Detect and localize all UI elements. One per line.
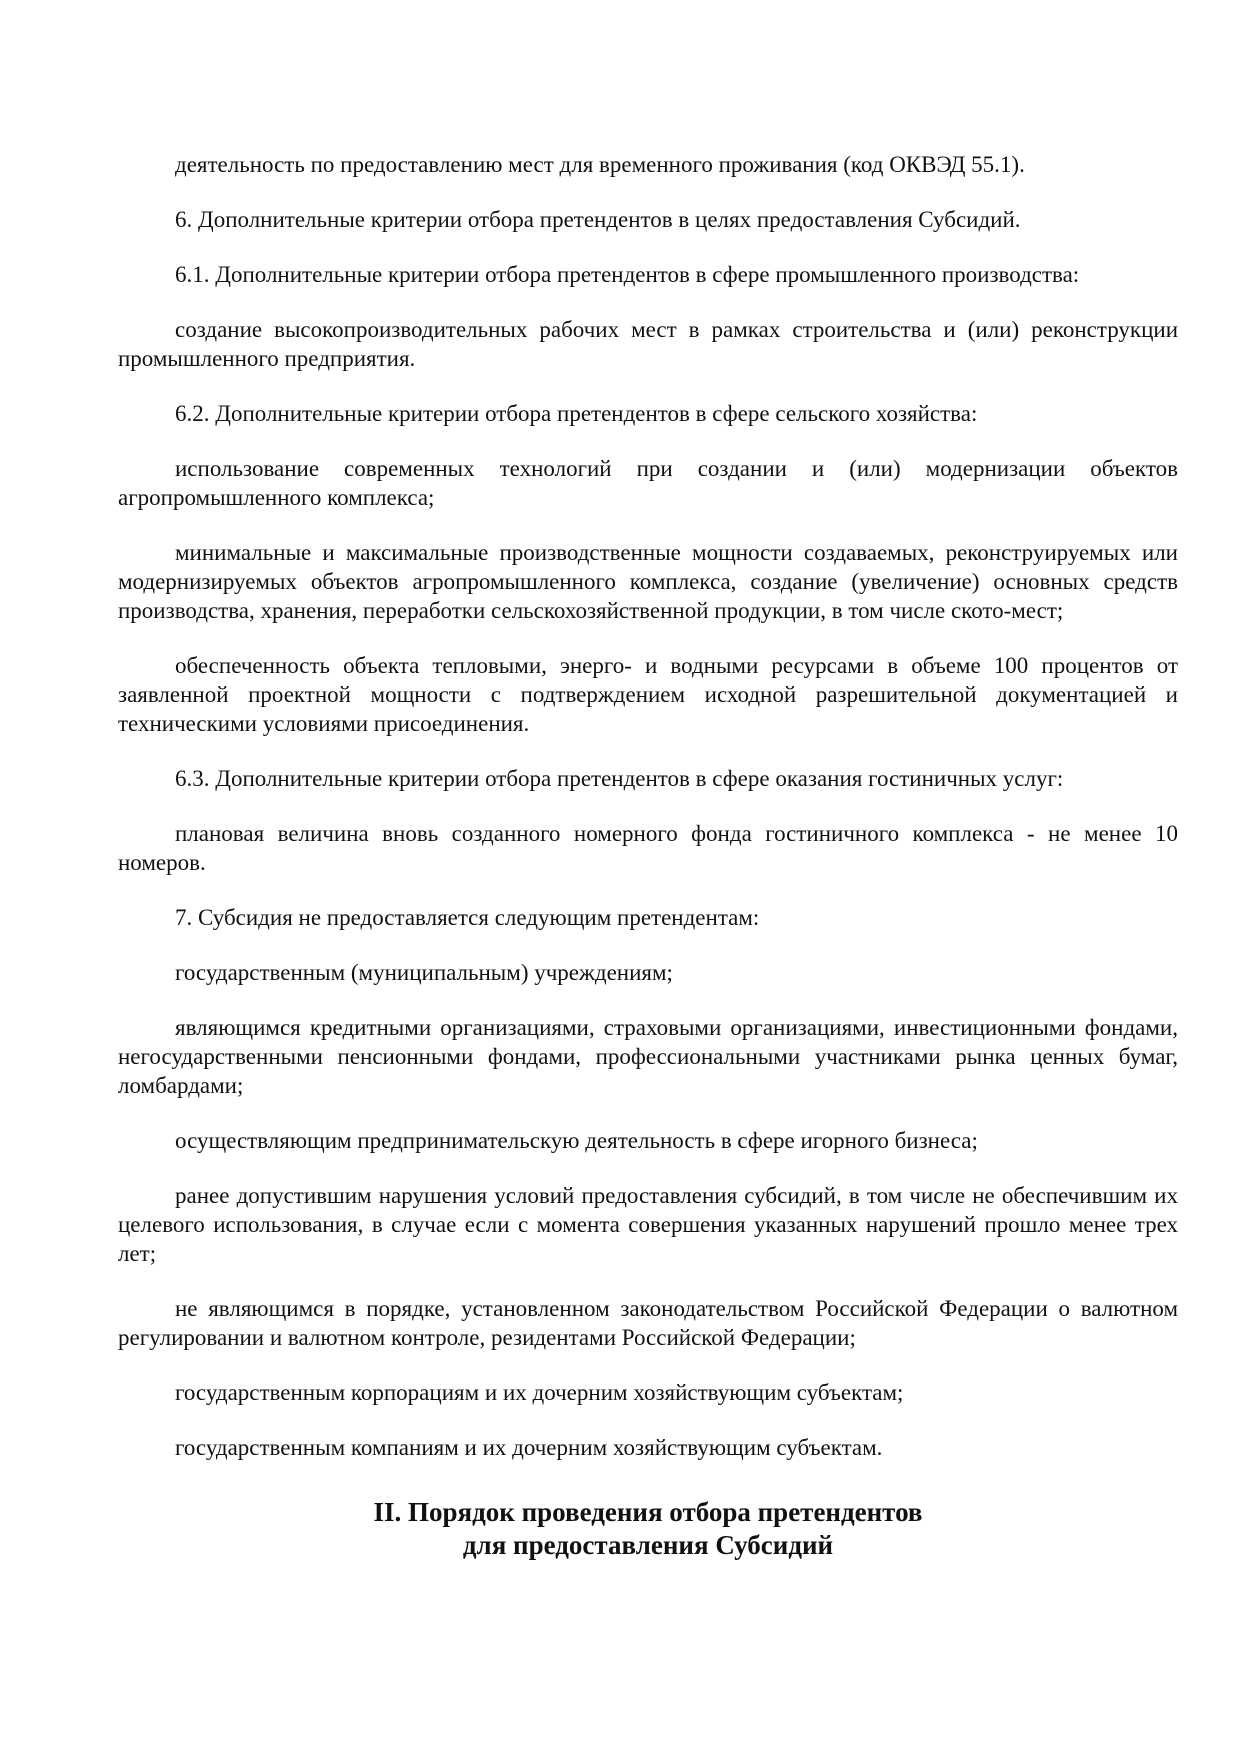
paragraph-6-2: 6.2. Дополнительные критерии отбора претендентов в сфере сельского хозяйства: [175, 401, 978, 426]
paragraph-7-companies: государственным компаниям и их дочерним хозяйствующим субъектам. [175, 1435, 883, 1460]
paragraph-7: 7. Субсидия не предоставляется следующим претендентам: [175, 905, 760, 930]
paragraph-okved: деятельность по предоставлению мест для временного проживания (код ОКВЭД 55.1). [175, 152, 1025, 177]
paragraph-7-violations: ранее допустившим нарушения условий предоставления субсидий, в том числе не обеспечившим их целевого использования, в случае если с момента совершения указанных нарушений прошло менее трех лет; [118, 1183, 1178, 1266]
section-heading [118, 1496, 1178, 1562]
paragraph-6-2-technologies: использование современных технологий при создании и (или) модернизации объектов агропромышленного комплекса; [118, 456, 1178, 510]
paragraph-7-nonresidents: не являющимся в порядке, установленном законодательством Российской Федерации о валютном регулировании и валютном контроле, резидентами Российской Федерации; [118, 1296, 1178, 1350]
paragraph-6: 6. Дополнительные критерии отбора претендентов в целях предоставления Субсидий. [175, 207, 1021, 232]
paragraph-6-2-resources: обеспеченность объекта тепловыми, энерго- и водными ресурсами в объеме 100 процентов от заявленной проектной мощности с подтверждением исходной разрешительной документацией и техническими условиями присоединения. [118, 653, 1178, 736]
paragraph-7-financial: являющимся кредитными организациями, страховыми организациями, инвестиционными фондами, негосударственными пенсионными фондами, профессиональными участниками рынка ценных бумаг, ломбардами; [118, 1015, 1178, 1098]
paragraph-6-2-capacities: минимальные и максимальные производственные мощности создаваемых, реконструируемых или модернизируемых объектов агропромышленного комплекса, создание (увеличение) основных средств производства, хранения, переработки сельскохозяйственной продукции, в том числе ското-мест; [118, 540, 1178, 623]
section-heading-line-2: для предоставления Субсидий [462, 1530, 834, 1560]
paragraph-6-1-criterion: создание высокопроизводительных рабочих мест в рамках строительства и (или) реконструкции промышленного предприятия. [118, 317, 1178, 371]
paragraph-6-1: 6.1. Дополнительные критерии отбора претендентов в сфере промышленного производства: [175, 262, 1080, 287]
document-page [118, 150, 1178, 1562]
paragraph-7-corporations: государственным корпорациям и их дочерним хозяйствующим субъектам; [175, 1380, 904, 1405]
paragraph-7-gambling: осуществляющим предпринимательскую деятельность в сфере игорного бизнеса; [175, 1128, 978, 1153]
paragraph-6-3-rooms: плановая величина вновь созданного номерного фонда гостиничного комплекса - не менее 10 номеров. [118, 821, 1178, 875]
paragraph-6-3: 6.3. Дополнительные критерии отбора претендентов в сфере оказания гостиничных услуг: [175, 766, 1064, 791]
paragraph-7-institutions: государственным (муниципальным) учреждениям; [175, 960, 673, 985]
section-heading-line-1: II. Порядок проведения отбора претендентов [373, 1497, 923, 1527]
